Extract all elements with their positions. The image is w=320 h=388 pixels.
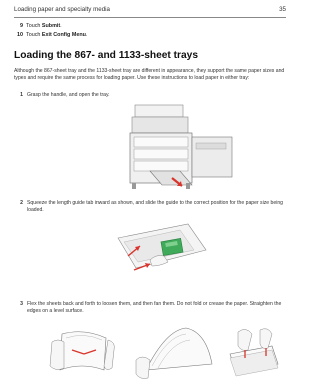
step-bold-term: Exit Config Menu <box>41 32 86 38</box>
fan-paper-figure <box>136 328 212 379</box>
step-2 <box>14 200 286 214</box>
flex-paper-figure <box>50 332 114 370</box>
section-title: Loading the 867- and 1133-sheet trays <box>14 50 199 61</box>
step-3 <box>14 301 286 315</box>
step-number: 2 <box>20 200 23 206</box>
step-1 <box>14 92 286 99</box>
step-text: Touch <box>26 32 42 38</box>
step-number: 1 <box>20 92 23 98</box>
step-punct: . <box>85 32 88 38</box>
straighten-paper-figure <box>230 329 278 376</box>
step-10 <box>14 32 87 39</box>
intro-paragraph: Although the 867-sheet tray and the 1133-sheet tray are different in appearance, they support the same paper sizes and types and require the same process for loading paper. Use these instructions to load paper in either tray: <box>14 68 285 81</box>
running-header-title: Loading paper and specialty media <box>14 6 110 13</box>
step-text: Grasp the handle, and open the tray. <box>27 92 110 98</box>
step-punct: . <box>60 23 62 29</box>
header-rule <box>14 17 286 18</box>
step-text: Flex the sheets back and forth to loosen them, and then fan them. Do not fold or crease the paper. Straighten the edges on a level surface. <box>27 301 282 314</box>
page-number: 35 <box>279 6 286 13</box>
step-number: 3 <box>20 301 23 307</box>
printer-tray-open-illustration <box>110 101 280 191</box>
step-text: Touch <box>26 23 42 29</box>
step-number: 9 <box>20 23 23 29</box>
flex-fan-paper-illustration <box>16 320 284 386</box>
step-9 <box>14 23 62 30</box>
length-guide-illustration <box>110 216 210 284</box>
step-number: 10 <box>17 32 23 38</box>
step-text: Squeeze the length guide tab inward as shown, and slide the guide to the correct position for the paper size being loaded. <box>27 200 283 213</box>
step-bold-term: Submit <box>41 23 61 29</box>
